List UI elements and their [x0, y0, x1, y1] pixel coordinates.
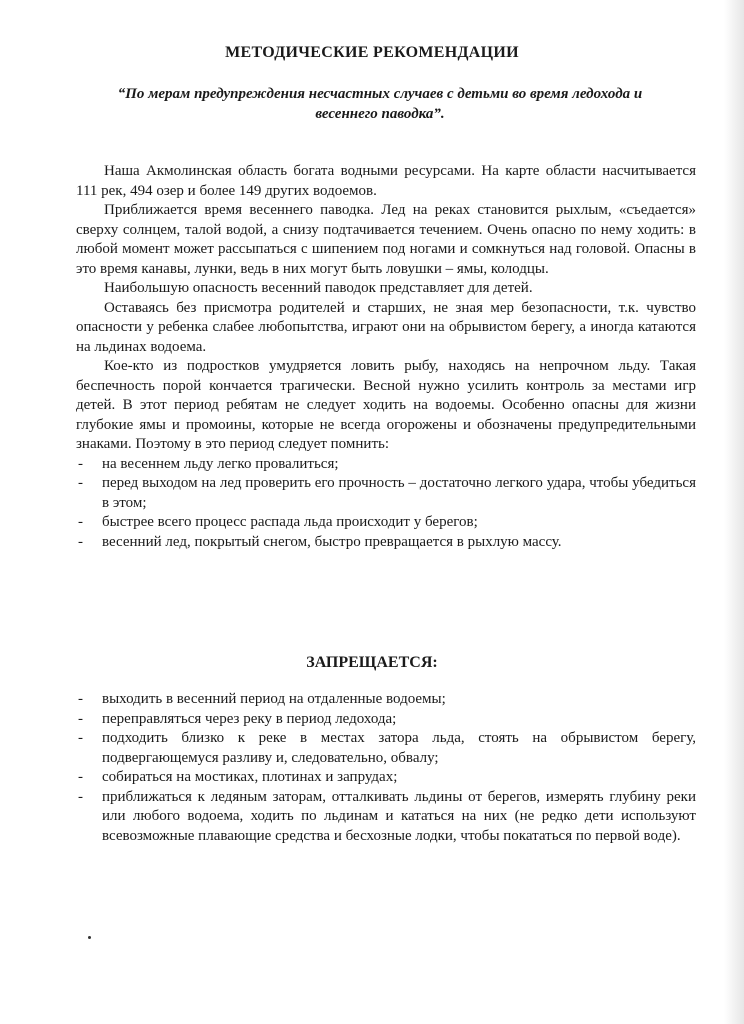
list-item-text: на весеннем льду легко провалиться; — [102, 455, 339, 472]
bullet-dash: - — [78, 533, 83, 550]
bullet-dash: - — [78, 769, 83, 785]
list-item-text: перед выходом на лед проверить его прочность – достаточно легкого удара, чтобы убедиться в этом; — [102, 475, 696, 511]
list-item-text: весенний лед, покрытый снегом, быстро превращается в рыхлую массу. — [102, 533, 562, 550]
forbidden-list — [76, 690, 696, 846]
bullet-dash: - — [78, 514, 83, 530]
list-item — [76, 788, 696, 847]
list-item — [76, 533, 696, 553]
list-item-text: переправляться через реку в период ледохода; — [102, 710, 397, 727]
list-item-text: быстрее всего процесс распада льда происходит у берегов; — [102, 514, 478, 530]
scan-speck — [88, 936, 91, 939]
remember-list — [76, 455, 696, 553]
list-item-text: подходить близко к реке в местах затора льда, стоять на обрывистом берегу, подвергающемуся разливу и, следовательно, обвалу; — [102, 730, 696, 766]
bullet-dash: - — [78, 710, 83, 727]
bullet-dash: - — [78, 730, 83, 746]
bullet-dash: - — [78, 475, 83, 491]
list-item — [76, 513, 696, 533]
list-item — [76, 690, 696, 710]
document-body — [76, 162, 696, 552]
paragraph: Кое-кто из подростков умудряется ловить рыбу, находясь на непрочном льду. Такая беспечность порой кончается трагически. Весной нужно усилить контроль за местами игр детей. В этот период ребятам не следует ходить на водоемы. Особенно опасны для жизни глубокие ямы и промоины, которые не всегда огорожены и обозначены предупредительными знаками. Поэтому в это период следует помнить: — [76, 358, 696, 452]
forbidden-section — [76, 690, 696, 846]
bullet-dash: - — [78, 788, 83, 805]
list-item — [76, 455, 696, 475]
page-edge-shadow — [724, 0, 744, 1024]
paragraph: Приближается время весеннего паводка. Лед на реках становится рыхлым, «съедается» сверху солнцем, талой водой, а снизу подтачивается течением. Очень опасно по нему ходить: в любой момент может рассыпаться с шипением под ногами и сомкнуться над головой. Опасны в это время канавы, лунки, ведь в них могут быть ловушки – ямы, колодцы. — [76, 202, 696, 277]
bullet-dash: - — [78, 455, 83, 472]
paragraph: Наша Акмолинская область богата водными ресурсами. На карте области насчитывается 111 рек, 494 озер и более 149 других водоемов. — [76, 163, 696, 199]
paragraph: Наибольшую опасность весенний паводок представляет для детей. — [104, 280, 533, 296]
list-item-text: приближаться к ледяным заторам, отталкивать льдины от берегов, измерять глубину реки или любого водоема, ходить по льдинам и кататься на них (не редко дети используют всевозможные плавающие средства и бесхозные лодки, чтобы покататься по первой воде). — [102, 788, 696, 844]
list-item — [76, 729, 696, 768]
list-item-text: выходить в весенний период на отдаленные водоемы; — [102, 691, 446, 707]
document-subtitle: “По мерам предупреждения несчастных случаев с детьми во время ледохода и весеннего паводка”. — [117, 86, 643, 122]
list-item-text: собираться на мостиках, плотинах и запрудах; — [102, 769, 398, 785]
list-item — [76, 768, 696, 788]
forbidden-heading: ЗАПРЕЩАЕТСЯ: — [306, 654, 438, 671]
bullet-dash: - — [78, 691, 83, 707]
list-item — [76, 710, 696, 730]
paragraph: Оставаясь без присмотра родителей и старших, не зная мер безопасности, т.к. чувство опасности у ребенка слабее любопытства, играют они на обрывистом берегу, а иногда катаются на льдинах водоема. — [76, 299, 696, 355]
document-title: МЕТОДИЧЕСКИЕ РЕКОМЕНДАЦИИ — [225, 44, 519, 61]
list-item — [76, 474, 696, 513]
